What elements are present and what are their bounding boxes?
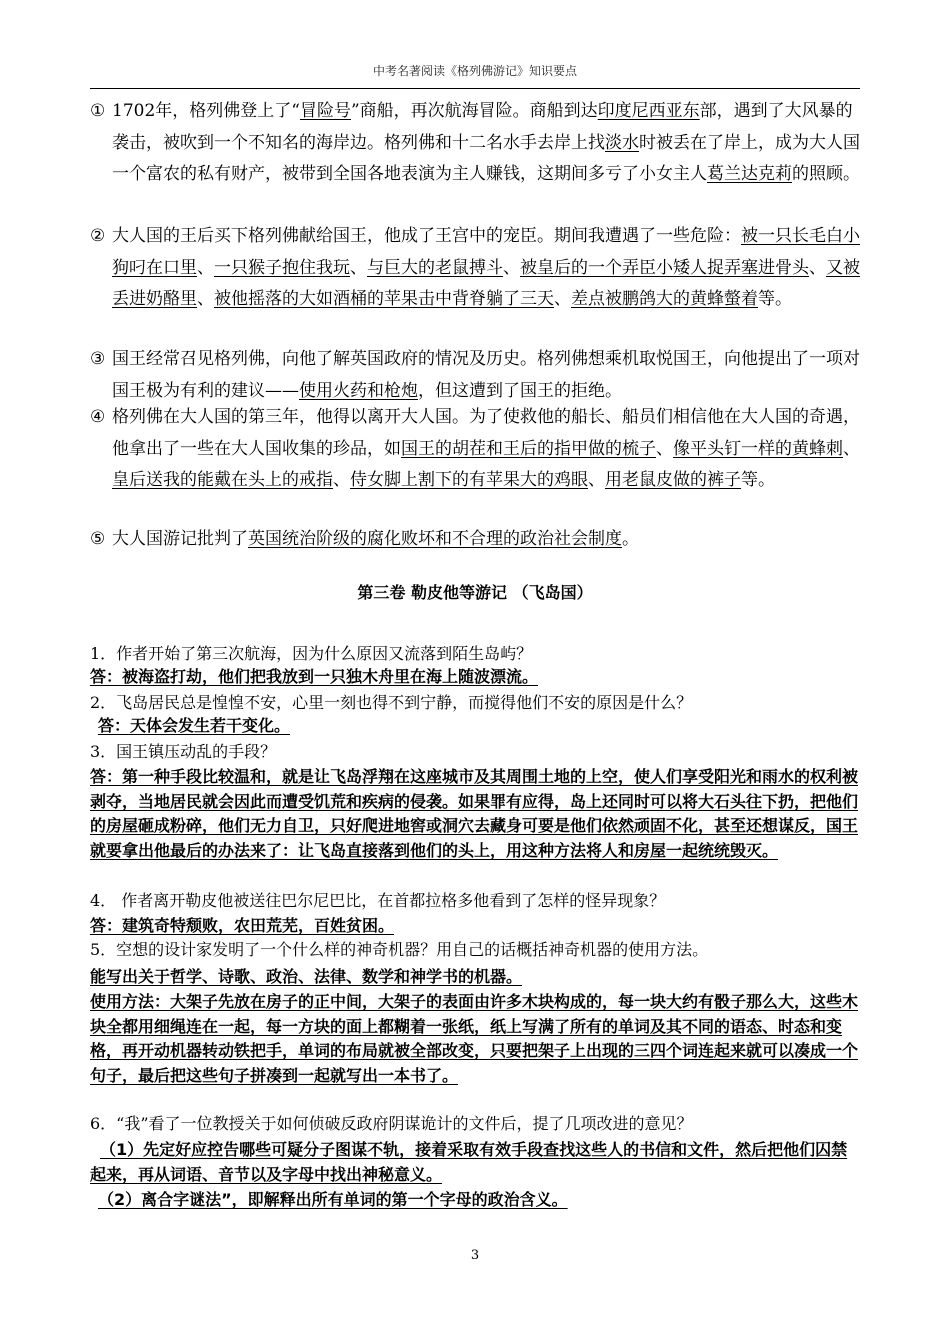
question-5: 5．空想的设计家发明了一个什么样的神奇机器？用自己的话概括神奇机器的使用方法。 — [90, 940, 709, 959]
underlined-phrase: 冒险号 — [299, 101, 351, 121]
item-marker: ③ — [90, 349, 106, 369]
question-3: 3．国王镇压动乱的手段？ — [90, 742, 277, 761]
underlined-phrase: 使用火药和枪炮 — [299, 380, 418, 401]
item-marker: ⑤ — [90, 529, 106, 549]
underlined-phrase: 英国统治阶级的腐化败坏和不合理的政治社会制度 — [248, 529, 622, 549]
question-6: 6．“我”看了一位教授关于如何侦破反政府阴谋诡计的文件后，提了几项改进的意见？ — [90, 1114, 693, 1133]
underlined-phrase: 用老鼠皮做的裤子 — [605, 470, 741, 490]
text-run: 、 — [656, 438, 673, 459]
text-run: 。 — [622, 529, 639, 549]
underlined-phrase: 印度尼西亚东 — [597, 101, 700, 121]
text-run: ”商船，再次航海冒险。商船到达 — [350, 101, 598, 121]
item-marker: ① — [90, 101, 106, 121]
item-marker: ② — [90, 226, 106, 246]
underlined-phrase: 像平头钉一样的黄蜂刺 — [673, 438, 843, 459]
underlined-phrase: 皇后送我的能戴在头上的戒指 — [112, 470, 333, 490]
underlined-phrase: 被一只长毛白小狗叼在口里 — [112, 226, 860, 278]
page-header: 中考名著阅读《格列佛游记》知识要点 — [372, 64, 577, 78]
text-run: 、 — [554, 289, 571, 309]
text-run: 1702年，格列佛登上了“ — [112, 101, 300, 121]
text-run: 、 — [843, 438, 860, 459]
underlined-phrase: 与巨大的老鼠搏斗 — [367, 257, 503, 278]
item-1 — [90, 96, 862, 191]
text-run: 大人国游记批判了 — [112, 529, 248, 549]
answer-5-method: 使用方法：大架子先放在房子的正中间，大架子的表面由许多木块构成的，每一块大约有骰子那么大，这些木块全都用细绳连在一起，每一方块的面上都糊着一张纸，纸上写满了所有的单词及其不同的语态、时态和变格，再开动机器转动铁把手，单词的布局就被全部改变，只要把架子上出现的三四个词连起来就可以凑成一个句子，最后把这些句子拼凑到一起就写出一本书了。 — [90, 992, 859, 1085]
underlined-phrase: 淡水 — [605, 132, 639, 153]
underlined-phrase: 又被丢进奶酪里 — [112, 257, 860, 309]
text-run: 、 — [809, 257, 826, 278]
text-run: 部，遇到了大风暴的袭击，被吹到一个不知名的海岸边。格列佛和十二名水手去岸上找 — [112, 101, 853, 153]
underlined-phrase: 被皇后的一个弄臣小矮人捉弄塞进骨头 — [520, 257, 809, 278]
text-run: 、 — [350, 257, 367, 278]
underlined-phrase: 国王的胡茬和王后的指甲做的梳子 — [401, 438, 656, 459]
answer-6-2: （2）离合字谜法”，即解释出所有单词的第一个字母的政治含义。 — [98, 1190, 568, 1209]
item-2 — [90, 221, 862, 316]
section-title: 第三卷 勒皮他等游记 （飞岛国） — [357, 583, 593, 602]
answer-4: 答：建筑奇特颓败，农田荒芜，百姓贫困。 — [90, 916, 395, 935]
underlined-phrase: 被他摇落的大如酒桶的苹果击中背脊躺了三天 — [214, 289, 554, 309]
underlined-phrase: 侍女脚上割下的有苹果大的鸡眼 — [350, 470, 588, 490]
text-run: ，但这遭到了国王的拒绝。 — [418, 380, 622, 401]
question-1: 1．作者开始了第三次航海，因为什么原因又流落到陌生岛屿？ — [90, 644, 533, 663]
text-run: 、 — [197, 257, 214, 278]
question-4: 4． 作者离开勒皮他被送往巴尔尼巴比，在首都拉格多他看到了怎样的怪异现象？ — [90, 891, 666, 910]
text-run: 格列佛在大人国的第三年，他得以离开大人国。为了使救他的船长、船员们相信他在大人国的奇遇，他拿出了一些在大人国收集的珍品，如 — [112, 407, 860, 459]
answer-6-1: （1）先定好应控告哪些可疑分子图谋不轨，接着采取有效手段查找这些人的书信和文件，然后把他们囚禁起来，再从词语、音节以及字母中找出神秘意义。 — [90, 1140, 848, 1184]
item-4 — [90, 402, 862, 497]
answer-3: 答：第一种手段比较温和，就是让飞岛浮翔在这座城市及其周围土地的上空，使人们享受阳光和雨水的权利被剥夺，当地居民就会因此而遭受饥荒和疾病的侵袭。如果罪有应得，岛上还同时可以将大石头往下扔，把他们的房屋砸成粉碎，他们无力自卫，只好爬进地窖或洞穴去藏身可要是他们依然顽固不化，甚至还想谋反，国王就要拿出他最后的办法来了：让飞岛直接落到他们的头上，用这种方法将人和房屋一起统统毁灭。 — [90, 767, 859, 860]
text-run: 、 — [503, 257, 520, 278]
underlined-phrase: 葛兰达克莉 — [707, 164, 792, 184]
text-run: 的照顾。 — [792, 164, 860, 184]
text-run: 、 — [588, 470, 605, 490]
item-5 — [90, 524, 862, 556]
text-run: 时被丢在了岸上，成为大人国一个富农的私有财产，被带到全国各地表演为主人赚钱，这期间多亏了小女主人 — [112, 132, 860, 184]
question-2: 2．飞岛居民总是惶惶不安，心里一刻也得不到宁静，而搅得他们不安的原因是什么？ — [90, 693, 693, 712]
item-3 — [90, 344, 862, 407]
answer-1: 答：被海盗打劫，他们把我放到一只独木舟里在海上随波漂流。 — [90, 667, 539, 686]
text-run: 、 — [333, 470, 350, 490]
text-run: 等。 — [758, 289, 792, 309]
text-run: 等。 — [741, 470, 775, 490]
text-run: 大人国的王后买下格列佛献给国王，他成了王宫中的宠臣。期间我遭遇了一些危险： — [112, 226, 741, 246]
answer-5-machine: 能写出关于哲学、诗歌、政治、法律、数学和神学书的机器。 — [90, 967, 523, 986]
header-rule — [90, 88, 860, 89]
page-number: 3 — [470, 1248, 480, 1263]
underlined-phrase: 一只猴子抱住我玩 — [214, 257, 350, 278]
text-run: 国王经常召见格列佛，向他了解英国政府的情况及历史。格列佛想乘机取悦国王，向他提出了一项对国王极为有利的建议—— — [112, 349, 860, 401]
item-marker: ④ — [90, 407, 106, 427]
answer-2: 答：天体会发生若干变化。 — [98, 716, 291, 735]
underlined-phrase: 差点被鹏鸽大的黄蜂螫着 — [571, 289, 758, 309]
text-run: 、 — [197, 289, 214, 309]
